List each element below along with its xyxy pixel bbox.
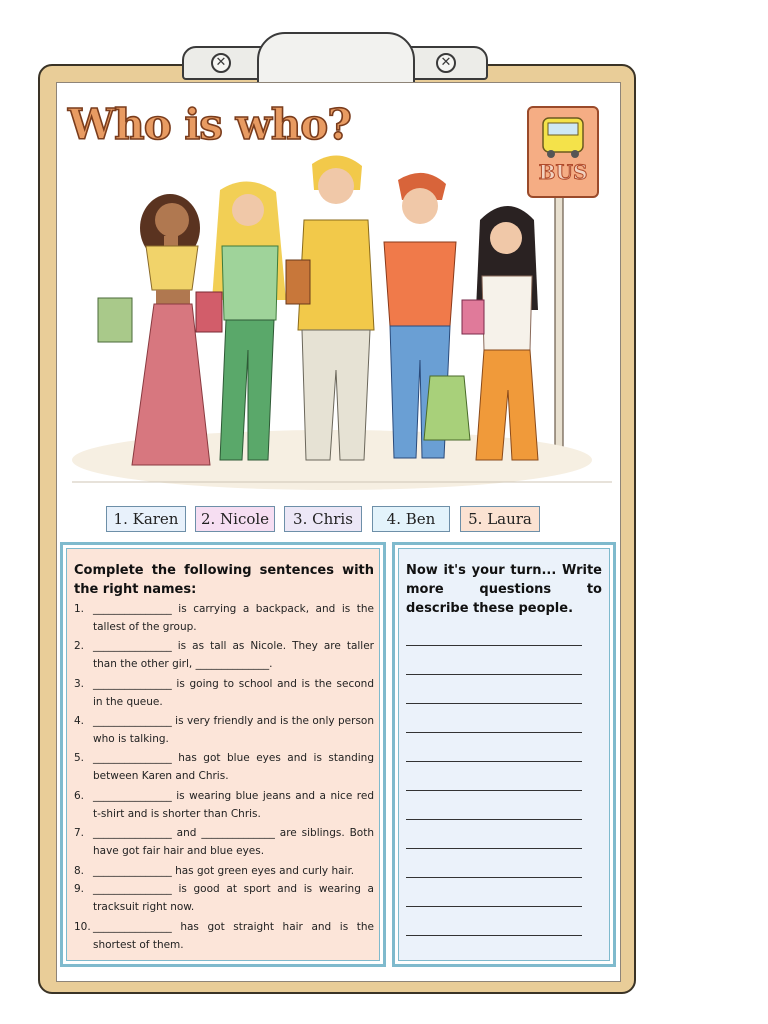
sentence-text: _______________ is good at sport and is wearing a tracksuit right now. <box>93 883 374 913</box>
name-tag-label: 2. Nicole <box>200 510 270 528</box>
name-tag-karen <box>106 506 186 532</box>
exercise-sentence <box>74 637 374 673</box>
sentence-number: 9. <box>74 883 85 895</box>
ben-figure <box>384 173 470 458</box>
clip-rivet-icon: ✕ <box>211 53 231 73</box>
sentence-number: 7. <box>74 827 85 839</box>
laura-figure <box>462 206 538 460</box>
bus-sign-label: BUS <box>538 160 588 184</box>
sentence-number: 5. <box>74 752 85 764</box>
sentence-text: _______________ has got blue eyes and is standing between Karen and Chris. <box>93 752 374 782</box>
sentence-number: 4. <box>74 715 85 727</box>
writing-line[interactable] <box>406 935 582 936</box>
exercise-sentence <box>74 712 374 748</box>
name-tag-label: 3. Chris <box>293 510 353 528</box>
sentence-text: _______________ has got green eyes and curly hair. <box>93 865 355 877</box>
exercise-sentence <box>74 862 374 880</box>
writing-line[interactable] <box>406 703 582 704</box>
sentence-text: _______________ and ______________ are siblings. Both have got fair hair and blue eyes. <box>93 827 374 857</box>
your-turn-heading: Now it's your turn... Write more questions to describe these people. <box>406 563 602 616</box>
writing-line[interactable] <box>406 906 582 907</box>
writing-line[interactable] <box>406 732 582 733</box>
sentence-number: 10. <box>74 921 91 933</box>
writing-line[interactable] <box>406 674 582 675</box>
clip-rivet-icon: ✕ <box>436 53 456 73</box>
name-tag-chris <box>284 506 362 532</box>
karen-figure <box>98 194 210 465</box>
exercise-sentence <box>74 918 374 954</box>
writing-line[interactable] <box>406 848 582 849</box>
writing-line[interactable] <box>406 645 582 646</box>
sentence-number: 2. <box>74 640 85 652</box>
name-tag-nicole <box>195 506 275 532</box>
exercise-sentence <box>74 749 374 785</box>
exercise-sentence <box>74 600 374 636</box>
exercise-sentence <box>74 787 374 823</box>
page-title: Who is who? <box>68 100 351 149</box>
chris-figure <box>286 155 374 460</box>
writing-line[interactable] <box>406 790 582 791</box>
sentence-text: _______________ is carrying a backpack, and is the tallest of the group. <box>93 603 374 633</box>
sentence-number: 6. <box>74 790 85 802</box>
exercise-heading: Complete the following sentences with the right names: <box>74 563 374 597</box>
sentence-text: _______________ is going to school and is the second in the queue. <box>93 678 374 708</box>
exercise-sentence <box>74 824 374 860</box>
sentence-text: _______________ is very friendly and is the only person who is talking. <box>93 715 374 745</box>
sentence-number: 8. <box>74 865 85 877</box>
writing-line[interactable] <box>406 877 582 878</box>
name-tag-label: 1. Karen <box>113 510 179 528</box>
name-tag-laura <box>460 506 540 532</box>
name-tag-label: 4. Ben <box>386 510 436 528</box>
sentence-number: 1. <box>74 603 85 615</box>
teenagers-illustration <box>72 150 612 496</box>
name-tag-ben <box>372 506 450 532</box>
sentence-text: _______________ is as tall as Nicole. They are taller than the other girl, ______________. <box>93 640 374 670</box>
writing-line[interactable] <box>406 761 582 762</box>
sentence-number: 3. <box>74 678 85 690</box>
nicole-figure <box>196 181 286 460</box>
writing-line[interactable] <box>406 819 582 820</box>
exercise-sentence <box>74 880 374 916</box>
sentence-text: _______________ has got straight hair and is the shortest of them. <box>93 921 374 951</box>
sentence-text: _______________ is wearing blue jeans and a nice red t-shirt and is shorter than Chris. <box>93 790 374 820</box>
exercise-sentence <box>74 675 374 711</box>
name-tag-label: 5. Laura <box>468 510 532 528</box>
